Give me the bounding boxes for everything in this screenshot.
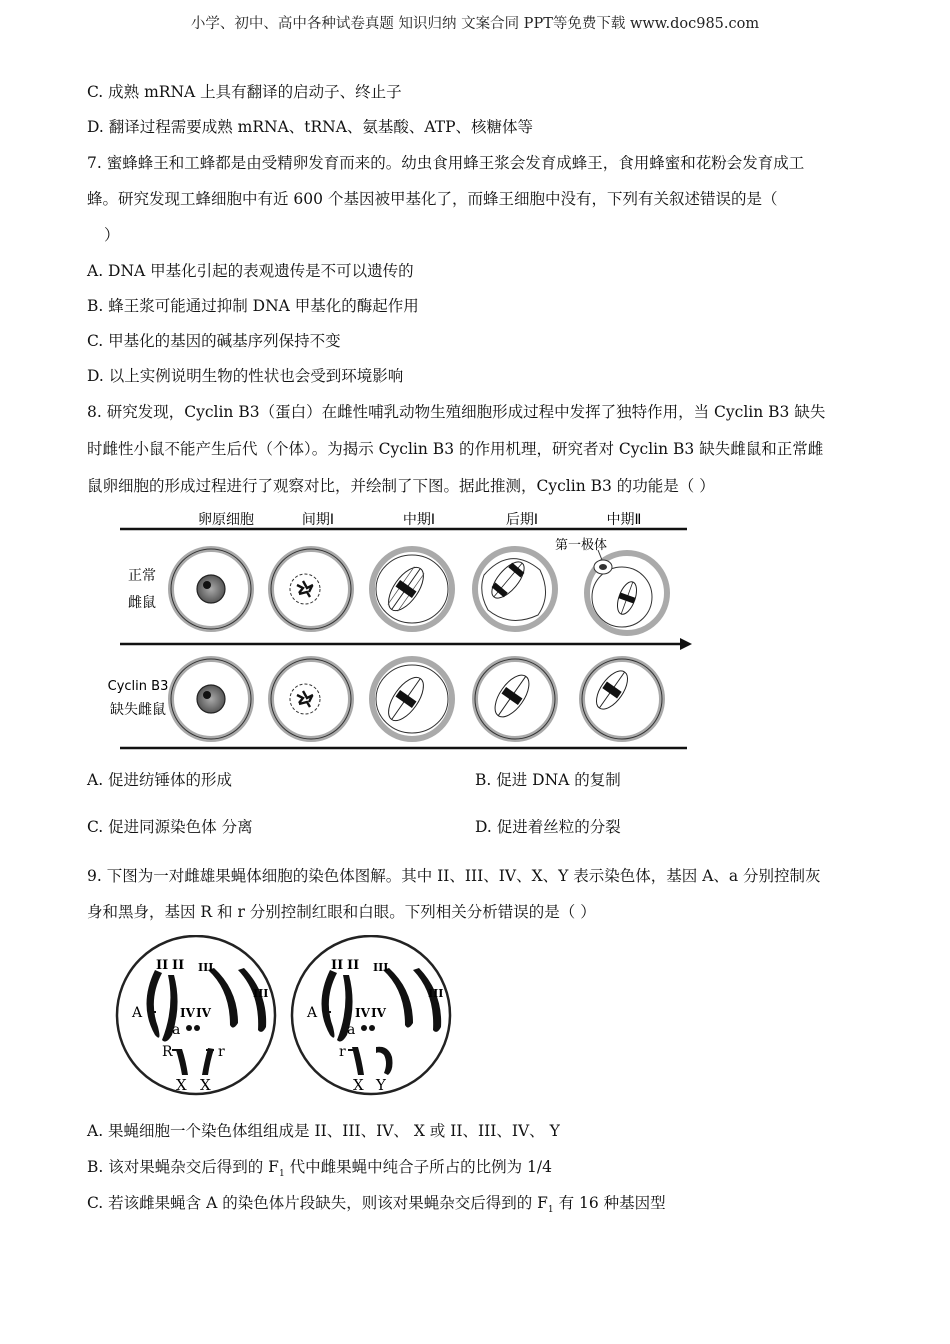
male-gene-r: r: [339, 1044, 346, 1060]
cell-mutant-metaphase-1: [372, 659, 452, 739]
cell-normal-interphase: [271, 549, 351, 629]
oocyte-development-figure: [100, 500, 700, 756]
fruitfly-karyotype-figure: [110, 935, 460, 1100]
q7-option-b: B. 蜂王浆可能通过抑制 DNA 甲基化的酶起作用: [87, 297, 419, 315]
male-label-II-2: II: [347, 958, 360, 973]
cell-normal-oogonium: [171, 549, 251, 629]
male-cell: [292, 936, 450, 1094]
polar-body-label: 第一极体: [554, 538, 608, 553]
male-label-III-1: III: [373, 961, 389, 974]
cell-mutant-metaphase-2: [582, 659, 662, 739]
female-label-IV-2: IV: [196, 1006, 211, 1020]
male-label-III-2: III: [428, 987, 444, 1000]
male-gene-a: a: [347, 1022, 356, 1038]
male-label-IV-1: IV: [355, 1006, 370, 1020]
q6-option-c: C. 成熟 mRNA 上具有翻译的启动子、终止子: [87, 83, 402, 101]
female-chrom-X-1: X: [176, 1076, 187, 1094]
row-label-mutant-b: 缺失雌鼠: [110, 702, 166, 718]
female-gene-r: r: [218, 1044, 225, 1060]
female-gene-R: R: [162, 1044, 173, 1060]
male-gene-A: A: [307, 1005, 318, 1021]
male-label-IV-2: IV: [371, 1006, 386, 1020]
q9-stem-2: 身和黑身，基因 R 和 r 分别控制红眼和白眼。下列相关分析错误的是（ ）: [87, 903, 596, 921]
female-label-II-2: II: [172, 958, 185, 973]
q7-stem-1: 7. 蜜蜂蜂王和工蜂都是由受精卵发育而来的。幼虫食用蜂王浆会发育成蜂王，食用蜂蜜和花粉会发育成工: [87, 154, 805, 172]
female-gene-A: A: [132, 1005, 143, 1021]
q7-option-c: C. 甲基化的基因的碱基序列保持不变: [87, 332, 341, 350]
q8-option-d: D. 促进着丝粒的分裂: [475, 818, 621, 836]
female-label-III-2: III: [253, 987, 269, 1000]
row-label-normal-b: 雌鼠: [128, 595, 156, 611]
q8-stem-3: 鼠卵细胞的形成过程进行了观察对比，并绘制了下图。据此推测，Cyclin B3 的功能是（ ）: [87, 477, 715, 495]
stage-label-oogonium: 卵原细胞: [198, 512, 254, 528]
q8-option-b: B. 促进 DNA 的复制: [475, 771, 621, 789]
male-chrom-Y: Y: [376, 1076, 386, 1094]
female-gene-a: a: [172, 1022, 181, 1038]
cell-mutant-anaphase-1: [475, 659, 555, 739]
female-chrom-X-2: X: [200, 1076, 211, 1094]
q8-stem-2: 时雌性小鼠不能产生后代（个体）。为揭示 Cyclin B3 的作用机理，研究者对 Cyclin B3 缺失雌鼠和正常雌: [87, 440, 824, 458]
q7-stem-3: ）: [104, 226, 120, 244]
cell-normal-metaphase-1: [372, 549, 452, 629]
q8-stem-1: 8. 研究发现，Cyclin B3（蛋白）在雌性哺乳动物生殖细胞形成过程中发挥了独特作用，当 Cyclin B3 缺失: [87, 403, 826, 421]
q9-option-c: C. 若该雌果蝇含 A 的染色体片段缺失，则该对果蝇杂交后得到的 $F_1$ 有 16 种基因型: [87, 1194, 666, 1216]
cell-normal-anaphase-1: [475, 549, 555, 629]
male-label-II-1: II: [331, 958, 344, 973]
q7-stem-2: 蜂。研究发现工蜂细胞中有近 600 个基因被甲基化了，而蜂王细胞中没有，下列有关叙述错误的是（: [87, 190, 778, 208]
page-header: 小学、初中、高中各种试卷真题 知识归纳 文案合同 PPT等免费下载 www.doc985.com: [190, 16, 760, 32]
stage-label-anaphase-1: 后期Ⅰ: [505, 512, 539, 528]
q9-stem-1: 9. 下图为一对雌雄果蝇体细胞的染色体图解。其中 II、III、IV、X、Y 表示染色体，基因 A、a 分别控制灰: [87, 867, 821, 885]
stage-label-interphase-1: 间期Ⅰ: [301, 512, 335, 528]
q7-option-a: A. DNA 甲基化引起的表观遗传是不可以遗传的: [87, 262, 414, 280]
q9-option-a: A. 果蝇细胞一个染色体组组成是 II、III、IV、 X 或 II、III、IV、 Y: [87, 1122, 560, 1140]
row-label-mutant-a: Cyclin B3: [107, 679, 169, 694]
stage-label-metaphase-2: 中期Ⅱ: [606, 512, 642, 528]
q9-option-b: B. 该对果蝇杂交后得到的 $F_1$ 代中雌果蝇中纯合子所占的比例为 1/4: [87, 1158, 552, 1180]
cell-mutant-oogonium: [171, 659, 251, 739]
stage-label-metaphase-1: 中期Ⅰ: [402, 512, 436, 528]
q6-option-d: D. 翻译过程需要成熟 mRNA、tRNA、氨基酸、ATP、核糖体等: [87, 118, 534, 136]
polar-body: [594, 560, 612, 574]
female-label-IV-1: IV: [180, 1006, 195, 1020]
q8-option-c: C. 促进同源染色体 分离: [87, 818, 253, 836]
cell-mutant-interphase: [271, 659, 351, 739]
q8-option-a: A. 促进纺锤体的形成: [87, 771, 233, 789]
q7-option-d: D. 以上实例说明生物的性状也会受到环境影响: [87, 367, 404, 385]
female-cell: [117, 936, 275, 1094]
female-label-III-1: III: [198, 961, 214, 974]
male-chrom-X: X: [353, 1076, 364, 1094]
row-label-normal-a: 正常: [128, 568, 156, 584]
female-label-II-1: II: [156, 958, 169, 973]
cell-normal-metaphase-2: [587, 550, 667, 633]
